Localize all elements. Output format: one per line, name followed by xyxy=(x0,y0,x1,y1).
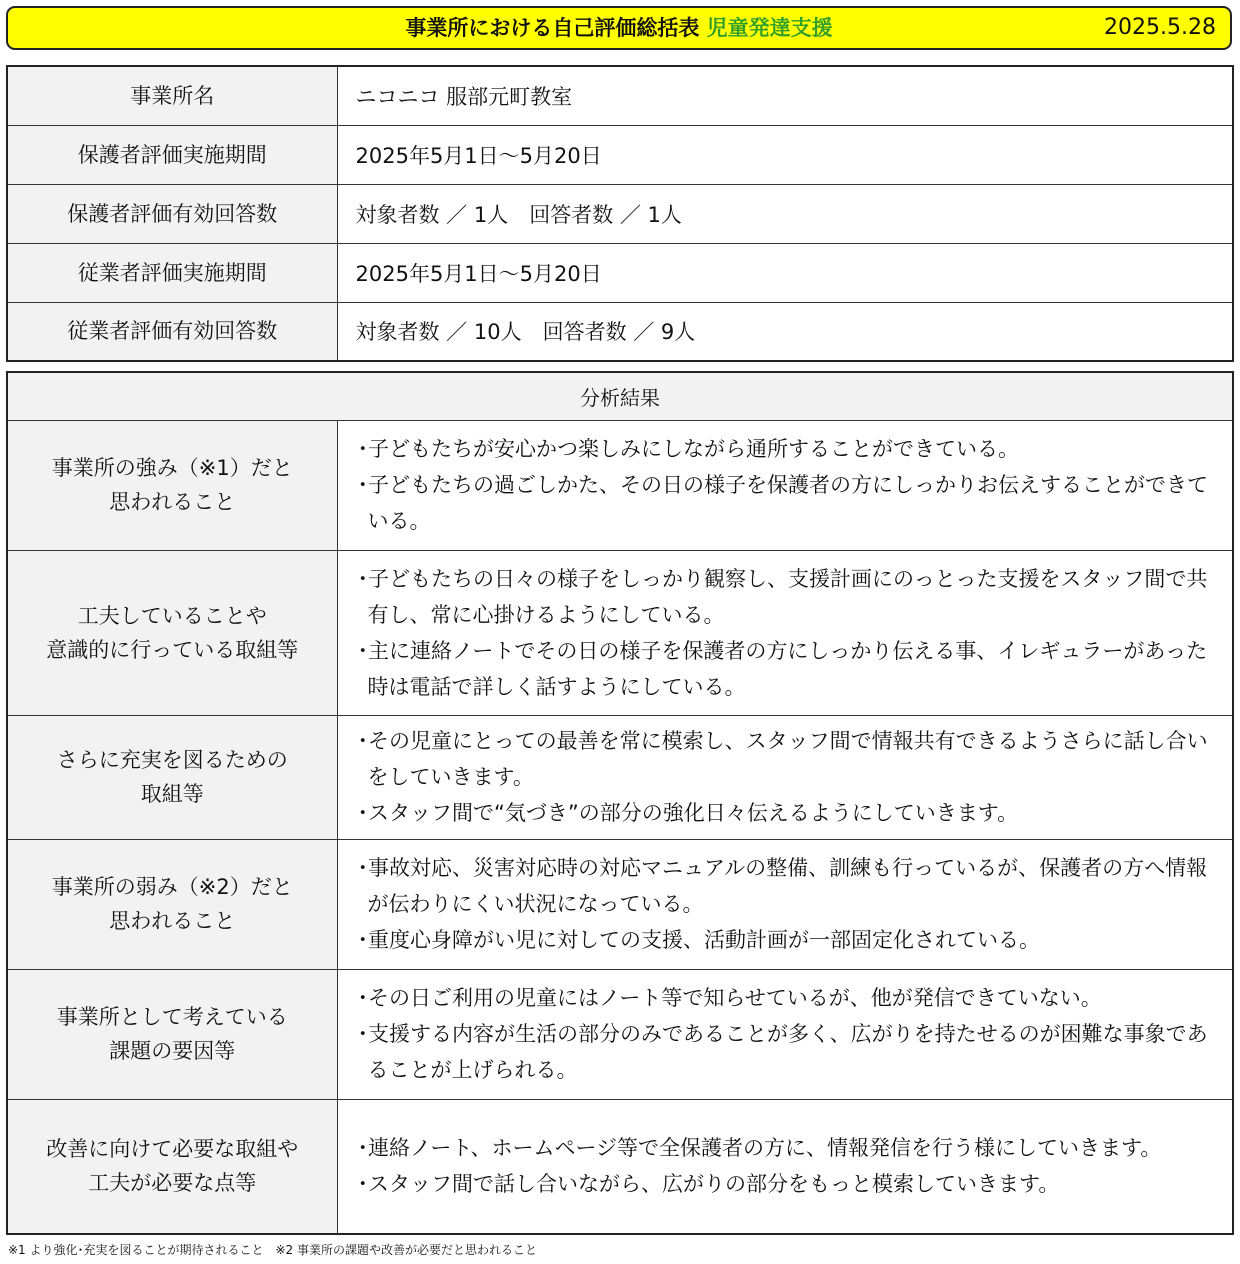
analysis-row-efforts xyxy=(7,550,1233,715)
info-label-staff-responses: 従業者評価有効回答数 xyxy=(7,302,337,361)
analysis-row-improvements xyxy=(7,1099,1233,1234)
analysis-content xyxy=(337,969,1233,1099)
info-label-staff-period: 従業者評価実施期間 xyxy=(7,243,337,302)
info-value-staff-responses: 対象者数 ／ 10人 回答者数 ／ 9人 xyxy=(337,302,1233,361)
label-line: 工夫していることや xyxy=(77,603,267,628)
info-row xyxy=(7,66,1233,125)
info-label-guardian-period: 保護者評価実施期間 xyxy=(7,125,337,184)
info-row xyxy=(7,184,1233,243)
label-line: 改善に向けて必要な取組や xyxy=(46,1137,299,1162)
info-value-facility-name: ニコニコ 服部元町教室 xyxy=(337,66,1233,125)
analysis-row-issue-factors xyxy=(7,969,1233,1099)
bullet-item: ･重度心身障がい児に対しての支援、活動計画が一部固定化されている。 xyxy=(357,928,1040,952)
info-value-staff-period: 2025年5月1日～5月20日 xyxy=(337,243,1233,302)
page-title xyxy=(8,8,1230,48)
label-line: 事業所の弱み（※2）だと xyxy=(51,875,293,899)
info-row xyxy=(7,302,1233,361)
label-line: 取組等 xyxy=(140,782,204,806)
label-line: 事業所の強み（※1）だと xyxy=(51,456,293,480)
analysis-content xyxy=(337,1099,1233,1234)
facility-info-table xyxy=(6,65,1234,362)
analysis-label xyxy=(7,420,337,550)
label-line: 課題の要因等 xyxy=(109,1039,236,1063)
bullet-item: ･子どもたちの日々の様子をしっかり観察し、支援計画にのっとった支援をスタッフ間で共有し、常に心掛けるようにしている。 xyxy=(357,566,1208,627)
document-date: 2025.5.28 xyxy=(1104,15,1216,40)
analysis-table xyxy=(6,371,1234,1235)
bullet-item: ･スタッフ間で話し合いながら、広がりの部分をもっと模索していきます。 xyxy=(357,1172,1060,1197)
info-label-facility-name: 事業所名 xyxy=(7,66,337,125)
info-label-guardian-responses: 保護者評価有効回答数 xyxy=(7,184,337,243)
label-line: 意識的に行っている取組等 xyxy=(46,637,299,662)
bullet-item: ･子どもたちの過ごしかた、その日の様子を保護者の方にしっかりお伝えすることができている。 xyxy=(357,473,1208,533)
label-line: 思われること xyxy=(109,490,236,514)
label-line: 事業所として考えている xyxy=(56,1005,288,1029)
analysis-row-strengths xyxy=(7,420,1233,550)
label-line: さらに充実を図るための xyxy=(56,748,288,772)
summary-header xyxy=(6,6,1232,50)
info-value-guardian-period: 2025年5月1日～5月20日 xyxy=(337,125,1233,184)
title-service-type: 児童発達支援 xyxy=(706,16,833,40)
analysis-row-enhancement xyxy=(7,715,1233,839)
bullet-item: ･子どもたちが安心かつ楽しみにしながら通所することができている。 xyxy=(357,437,1019,461)
analysis-row-weaknesses xyxy=(7,839,1233,969)
analysis-content xyxy=(337,550,1233,715)
bullet-item: ･事故対応、災害対応時の対応マニュアルの整備、訓練も行っているが、保護者の方へ情報が伝わりにくい状況になっている。 xyxy=(357,856,1208,916)
analysis-content xyxy=(337,839,1233,969)
bullet-item: ･スタッフ間で“気づき”の部分の強化日々伝えるようにしていきます。 xyxy=(357,801,1019,825)
label-line: 工夫が必要な点等 xyxy=(88,1171,257,1196)
title-main: 事業所における自己評価総括表 xyxy=(405,16,700,40)
analysis-label xyxy=(7,1099,337,1234)
analysis-label xyxy=(7,550,337,715)
info-row xyxy=(7,243,1233,302)
analysis-section-title: 分析結果 xyxy=(7,372,1233,420)
info-row xyxy=(7,125,1233,184)
analysis-label xyxy=(7,969,337,1099)
bullet-item: ･その日ご利用の児童にはノート等で知らせているが、他が発信できていない。 xyxy=(357,986,1102,1010)
bullet-item: ･支援する内容が生活の部分のみであることが多く、広がりを持たせるのが困難な事象であることが上げられる。 xyxy=(357,1022,1208,1082)
bullet-item: ･その児童にとっての最善を常に模索し、スタッフ間で情報共有できるようさらに話し合いをしていきます。 xyxy=(357,729,1208,789)
footnote: ※1 より強化･充実を図ることが期待されること ※2 事業所の課題や改善が必要だと思われること xyxy=(8,1243,538,1257)
analysis-label xyxy=(7,715,337,839)
analysis-content xyxy=(337,420,1233,550)
analysis-content xyxy=(337,715,1233,839)
bullet-item: ･連絡ノート、ホームページ等で全保護者の方に、情報発信を行う様にしていきます。 xyxy=(357,1136,1162,1161)
info-value-guardian-responses: 対象者数 ／ 1人 回答者数 ／ 1人 xyxy=(337,184,1233,243)
label-line: 思われること xyxy=(109,909,236,933)
analysis-label xyxy=(7,839,337,969)
bullet-item: ･主に連絡ノートでその日の様子を保護者の方にしっかり伝える事、イレギュラーがあった時は電話で詳しく話すようにしている。 xyxy=(357,638,1208,699)
